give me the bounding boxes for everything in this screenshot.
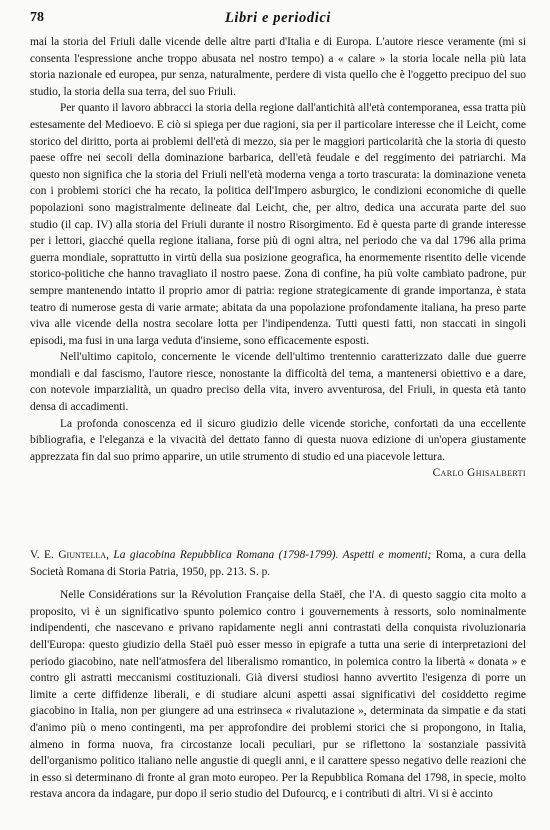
review-author: V. E. Giuntella,: [30, 549, 109, 561]
page-number: 78: [30, 10, 44, 25]
paragraph: Nelle Considérations sur la Révolution Française della Staël, che l'A. di questo saggio cita molto a proposito, vi è un significativo spunto polemico contro i gouvernements à ressorts, solo nominalmente indipendenti, che nascevano e privano rapidamente negli anni contrastati della conquista rivoluzionaria dell'Europa: questo giudizio della Staël può esser messo in epigrafe a tutta una serie di interpretazioni del periodo giacobino, nate nell'atmosfera del liberalismo romantico, in polemica contro la libertà « donata » e contro gli astratti meccanismi costituzionali. Già diversi studiosi hanno avvertito l'esigenza di porre un limite a certe diffidenze liberali, e di studiare alcuni aspetti assai significativi del cosiddetto regime giacobino in Italia, non per giungere ad una estrinseca « rivalutazione », determinata da simpatie e da stati d'animo più o meno contingenti, ma per approfondire dei problemi storici che si propongono, in Italia, almeno in forma nuova, fra circostanze locali peculiari, pur se riflettono la sostanziale passività dell'organismo politico italiano nelle angustie di quegli anni, e il carattere spesso negativo delle reazioni che in esso si determinano di fronte al gran moto europeo. Per la Repubblica Romana del 1798, in specie, molto restava ancora da indagare, pur dopo il serio studio del Dufourcq, e i contributi di altri. Vi si è accinto: [30, 589, 526, 801]
author-signature: Carlo Ghisalberti: [432, 467, 526, 480]
paragraph: [30, 416, 526, 480]
review-title: La giacobina Repubblica Romana (1798-1799). Aspetti e momenti;: [113, 549, 432, 561]
review-publisher: Roma, a cura della Società Romana di Storia Patria, 1950, pp. 213. S. p.: [30, 549, 526, 578]
article-continuation: [30, 34, 526, 482]
review-heading: [30, 547, 526, 580]
paragraph: Per quanto il lavoro abbracci la storia della regione dall'antichità all'età contemporanea, essa tratta più estesamente del Medioevo. E ciò si spiega per due ragioni, sia per il particolare interesse che il Leicht, come storico del diritto, porta ai problemi dell'età di mezzo, sia per le maggiori particolarità che la storia di questo paese offre nei secoli della dominazione barbarica, dell'età feudale e del reggimento dei patriarchi. Ma questo non significa che la storia del Friuli nell'età moderna venga a torto trascurata: la dominazione veneta con i problemi storici che ha recato, la politica dell'Impero asburgico, le condizioni economiche di quelle popolazioni sono magistralmente delineate dal Leicht, che, per altro, dedica una accurata parte del suo studio (il cap. IV) alla storia del Friuli durante il nostro Risorgimento. Ed è questa parte di grande interesse per i lettori, giacché quella regione italiana, forse più di ogni altra, nel periodo che va dal 1796 alla prima guerra mondiale, soprattutto in virtù della sua posizione geografica, ha enormemente risentito delle vicende storico-politiche che hanno travagliato il nostro paese. Zona di confine, ha più volte cambiato padrone, pur sempre mantenendo intatto il proprio amor di patria: regione strategicamente di grande importanza, è stata teatro di numerose gesta di varie armate; abitata da una popolazione profondamente italiana, ha preso parte viva alle vicende della nostra secolare lotta per l'indipendenza. Tutti questi fatti, non staccati in singoli episodi, ma fusi in una larga veduta d'insieme, sono efficacemente esposti.: [30, 102, 526, 347]
page-header: [30, 10, 526, 32]
paragraph: mai la storia del Friuli dalle vicende delle altre parti d'Italia e di Europa. L'autore riesce veramente (mi si consenta l'espressione anche troppo abusata nel nostro tempo) a « calare » la storia locale nella più lata storia nazionale ed europea, pur senza, naturalmente, perdere di vista quello che è l'oggetto precipuo del suo studio, la storia della sua terra, del suo Friuli.: [30, 36, 526, 98]
running-head: Libri e periodici: [224, 10, 332, 26]
review-entry: [30, 547, 526, 803]
paragraph-text: La profonda conoscenza ed il sicuro giudizio delle vicende storiche, confortati da una eccellente bibliografia, e l'eleganza e la vivacità del dettato fanno di questa nuova edizione di un'opera giustamente apprezzata fin dal suo primo apparire, un utile strumento di studio ed una piacevole lettura.: [30, 417, 526, 463]
paragraph: Nell'ultimo capitolo, concernente le vicende dell'ultimo trentennio caratterizzato dalle due guerre mondiali e dal fascismo, l'autore riesce, nonostante la difficoltà del tema, a mantenersi obiettivo e a dare, con notevole imparzialità, un quadro preciso della vita, invero avventurosa, del Friuli, in questa età tanto densa di accadimenti.: [30, 351, 526, 414]
